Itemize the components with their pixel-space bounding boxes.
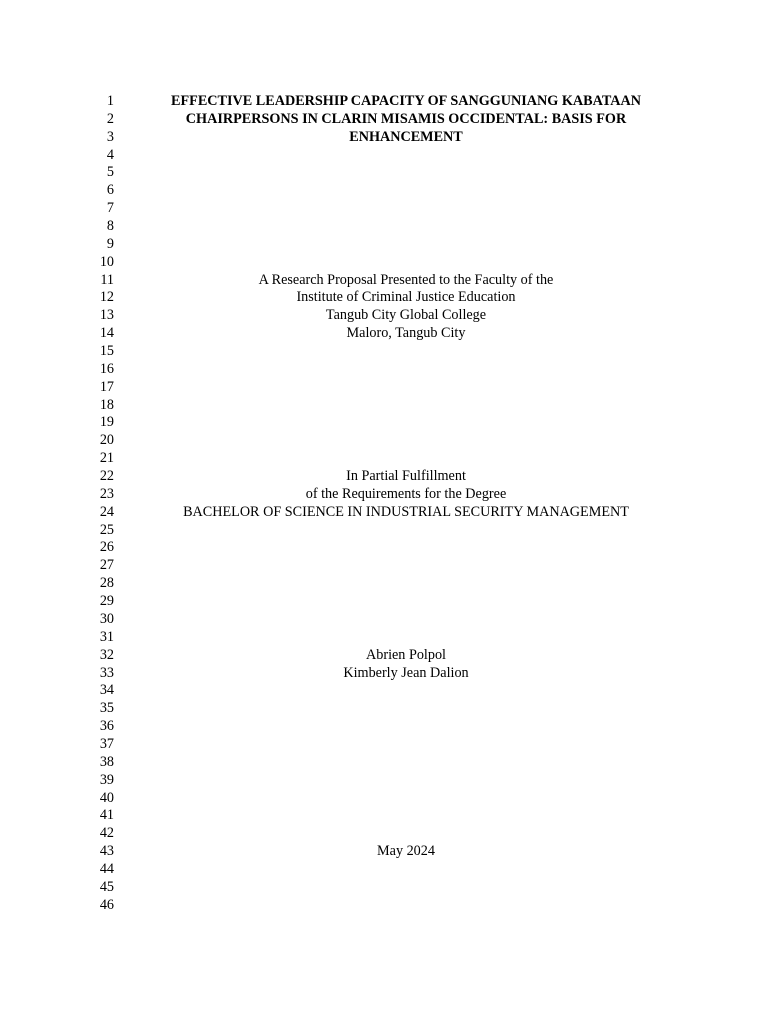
line-number-gutter	[80, 93, 114, 915]
blank-line	[120, 629, 692, 647]
blank-line	[120, 539, 692, 557]
blank-line	[120, 754, 692, 772]
line-number: 32	[99, 646, 114, 663]
line-number: 17	[99, 378, 114, 395]
line-number: 23	[99, 485, 114, 502]
blank-line	[120, 736, 692, 754]
line-number: 39	[99, 771, 114, 788]
line-number: 27	[99, 557, 114, 574]
line-number: 25	[99, 521, 114, 538]
blank-line	[120, 861, 692, 879]
line-number: 38	[99, 753, 114, 770]
title-page-content	[120, 93, 692, 915]
blank-line	[120, 254, 692, 272]
blank-line	[120, 772, 692, 790]
line-number: 33	[99, 664, 114, 681]
blank-line	[120, 575, 692, 593]
degree-line: BACHELOR OF SCIENCE IN INDUSTRIAL SECURITY MANAGEMENT	[183, 503, 629, 520]
blank-line	[120, 522, 692, 540]
line-number: 1	[106, 93, 114, 109]
title-line: ENHANCEMENT	[349, 128, 463, 145]
blank-line	[120, 682, 692, 700]
blank-line	[120, 397, 692, 415]
line-number: 3	[106, 128, 114, 145]
author-name: Abrien Polpol	[366, 646, 446, 663]
fulfillment-line: of the Requirements for the Degree	[305, 485, 507, 502]
line-number: 10	[99, 253, 114, 270]
presentation-line: Tangub City Global College	[325, 307, 487, 324]
blank-line	[120, 700, 692, 718]
blank-line	[120, 718, 692, 736]
line-number: 12	[99, 289, 114, 306]
presentation-line: Institute of Criminal Justice Education	[296, 289, 516, 306]
blank-line	[120, 611, 692, 629]
title-line: EFFECTIVE LEADERSHIP CAPACITY OF SANGGUNIANG KABATAAN	[171, 93, 641, 109]
blank-line	[120, 557, 692, 575]
line-number: 37	[99, 735, 114, 752]
line-number: 15	[99, 343, 114, 360]
line-number: 19	[99, 414, 114, 431]
line-number: 35	[99, 700, 114, 717]
line-number: 24	[99, 503, 114, 520]
blank-line	[120, 147, 692, 165]
line-number: 8	[106, 218, 114, 235]
line-number: 28	[99, 575, 114, 592]
line-number: 22	[99, 468, 114, 485]
line-number: 9	[106, 235, 114, 252]
line-number: 31	[99, 628, 114, 645]
blank-line	[120, 361, 692, 379]
line-number: 29	[99, 593, 114, 610]
line-number: 34	[99, 682, 114, 699]
presentation-line: A Research Proposal Presented to the Faculty of the	[258, 271, 554, 288]
blank-line	[120, 450, 692, 468]
line-number: 21	[99, 450, 114, 467]
line-number: 13	[99, 307, 114, 324]
line-number: 7	[106, 200, 114, 217]
blank-line	[120, 807, 692, 825]
title-line: CHAIRPERSONS IN CLARIN MISAMIS OCCIDENTAL: BASIS FOR	[185, 110, 627, 127]
line-number: 26	[99, 539, 114, 556]
line-number: 30	[99, 610, 114, 627]
line-number: 16	[99, 360, 114, 377]
blank-line	[120, 879, 692, 897]
line-number: 2	[106, 110, 114, 127]
line-number: 41	[99, 807, 114, 824]
line-number: 44	[99, 860, 114, 877]
line-number: 36	[99, 718, 114, 735]
line-number: 5	[106, 164, 114, 181]
line-number: 14	[99, 325, 114, 342]
blank-line	[120, 897, 692, 915]
blank-line	[120, 432, 692, 450]
blank-line	[120, 790, 692, 808]
blank-line	[120, 825, 692, 843]
line-number: 6	[106, 182, 114, 199]
line-number: 4	[106, 146, 114, 163]
blank-line	[120, 379, 692, 397]
blank-line	[120, 593, 692, 611]
line-number: 45	[99, 878, 114, 895]
blank-line	[120, 343, 692, 361]
blank-line	[120, 414, 692, 432]
fulfillment-line: In Partial Fulfillment	[346, 468, 466, 485]
blank-line	[120, 182, 692, 200]
line-number: 20	[99, 432, 114, 449]
blank-line	[120, 218, 692, 236]
presentation-line: Maloro, Tangub City	[346, 325, 466, 342]
line-number: 11	[100, 271, 114, 288]
author-name: Kimberly Jean Dalion	[343, 664, 469, 681]
line-number: 43	[99, 843, 114, 860]
blank-line	[120, 164, 692, 182]
submission-date: May 2024	[377, 843, 435, 860]
line-number: 46	[99, 896, 114, 913]
line-number: 18	[99, 396, 114, 413]
blank-line	[120, 200, 692, 218]
blank-line	[120, 236, 692, 254]
line-number: 40	[99, 789, 114, 806]
line-number: 42	[99, 825, 114, 842]
